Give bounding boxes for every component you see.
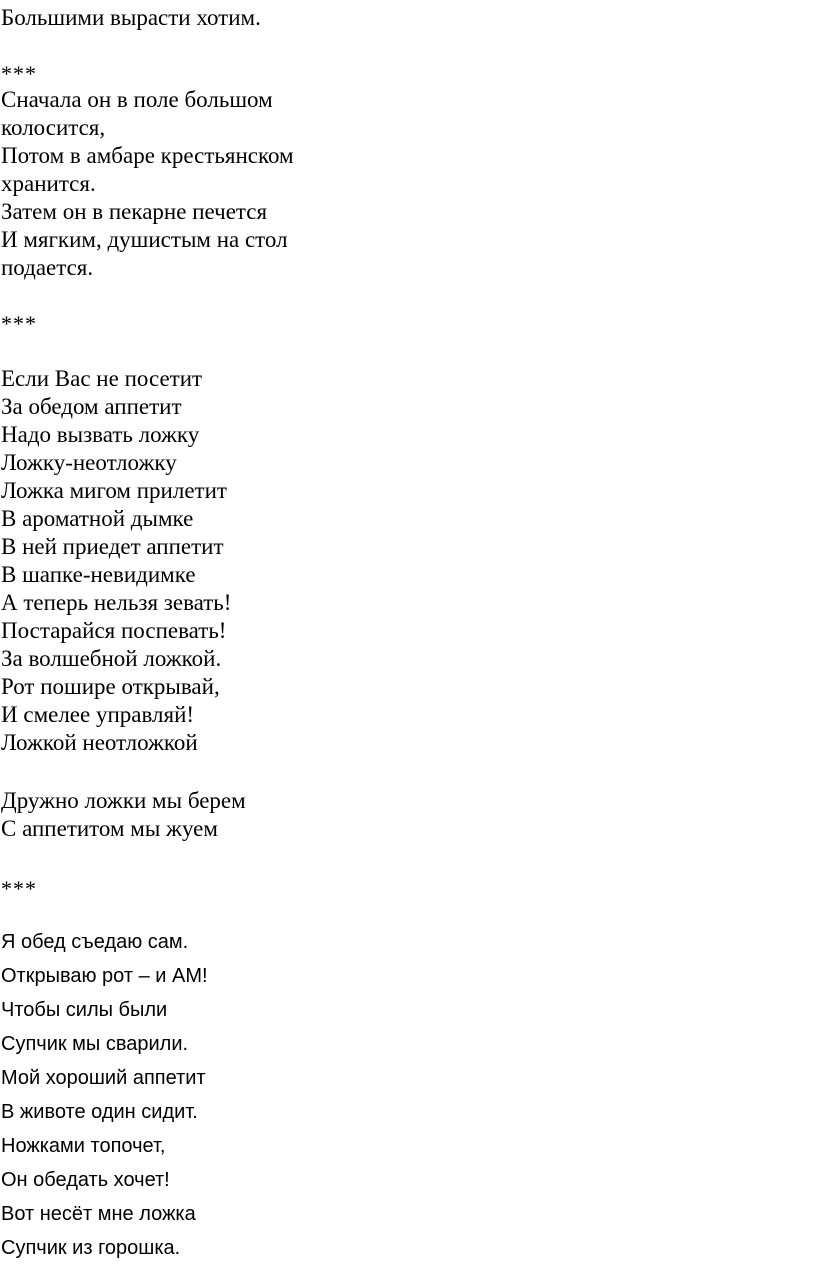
poem-line: Рот пошире открывай, [1, 674, 220, 699]
poem-line: Ложка мигом прилетит [1, 478, 227, 503]
poem-line: И мягким, душистым на стол [1, 227, 288, 252]
poem-line: В животе один сидит. [1, 1101, 198, 1123]
poem-line: Ложку-неотложку [1, 450, 177, 475]
poem-line: Открываю рот – и АМ! [1, 965, 208, 987]
poem-line: Мой хороший аппетит [1, 1067, 206, 1089]
poem-2 [1, 86, 294, 282]
poem-line: Он обедать хочет! [1, 1169, 170, 1191]
poem-line: И смелее управляй! [1, 702, 195, 727]
poem-line: Я обед съедаю сам. [1, 931, 189, 953]
poem-line: Вот несёт мне ложка [1, 1203, 196, 1225]
poem-line: подается. [1, 255, 94, 280]
poem-line: В ароматной дымке [1, 506, 194, 531]
poem-line: Постарайся поспевать! [1, 618, 227, 643]
poem-line: В ней приедет аппетит [1, 534, 224, 559]
poem-line: Надо вызвать ложку [1, 422, 200, 447]
poem-1-fragment [1, 4, 261, 32]
poem-line: В шапке-невидимке [1, 562, 196, 587]
poem-line: Супчик мы сварили. [1, 1033, 189, 1055]
poem-line: С аппетитом мы жуем [1, 816, 218, 841]
poem-line: колосится, [1, 115, 106, 140]
poem-line: Чтобы силы были [1, 999, 168, 1021]
poem-4 [1, 925, 208, 1265]
section-separator-1: *** [1, 61, 37, 86]
poem-line: А теперь нельзя зевать! [1, 590, 232, 615]
poem-line: Сначала он в поле большом [1, 87, 273, 112]
poem-3 [1, 365, 231, 757]
poem-line: За обедом аппетит [1, 394, 182, 419]
section-separator-2: *** [1, 311, 37, 336]
poem-line: Ложкой неотложкой [1, 730, 198, 755]
section-separator-3: *** [1, 876, 37, 901]
poem-line: Если Вас не посетит [1, 366, 203, 391]
poem-line: Потом в амбаре крестьянском [1, 143, 294, 168]
poem-3-ending [1, 787, 246, 843]
poem-line: Дружно ложки мы берем [1, 788, 246, 813]
poem-line: Большими вырасти хотим. [1, 5, 261, 30]
poem-line: Супчик из горошка. [1, 1237, 181, 1259]
poem-line: хранится. [1, 171, 96, 196]
poem-line: За волшебной ложкой. [1, 646, 222, 671]
poem-line: Затем он в пекарне печется [1, 199, 268, 224]
poem-line: Ножками топочет, [1, 1135, 166, 1157]
